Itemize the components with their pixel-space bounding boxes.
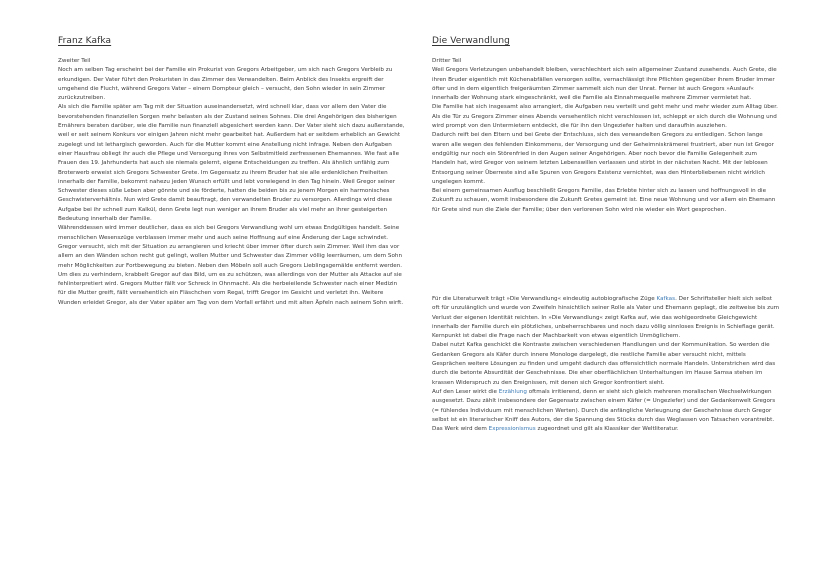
text-run: oftmals irritierend, denn er sieht sich gleich mehreren moralischen Wechselwirkungen ausgesetzt. Dazu zählt insbesondere der Gegensatz zwischen einem Käfer (= Ungeziefer) und der Gedankenwelt Gregors (= fühlendes Individuum mit menschlichen Werten). Durch die anfängliche Verleugnung der Geschehnisse durch Gregor selbst ist ein literarischer Kniff des Autors, der die Spannung des Stücks durch das Weglassen von Tatsachen vorantreibt. xyxy=(432,388,776,423)
paragraph: Die Familie hat sich insgesamt also arrangiert, die Aufgaben neu verteilt und geht mehr und mehr wieder zum Alltag über. Als die Tür zu Gregors Zimmer eines Abends versehentlich nicht verschlossen ist, schleppt er sich durch die Wohnung und wird prompt von den Untermietern entdeckt, die für ihn den Ungeziefer halten und daraufhin ausziehen. xyxy=(432,104,778,130)
right-body xyxy=(432,57,780,215)
paragraph: Währenddessen wird immer deutlicher, dass es sich bei Gregors Verwandlung wohl um etwas Endgültiges handelt. Seine menschlichen Wesenszüge verblassen immer mehr und auch seine Hoffnung auf eine Änderung der Lage schwindet. Gregor versucht, sich mit der Situation zu arrangieren und kriecht über immer öfter durch sein Zimmer. Weil ihm das vor allem an den Wänden schon recht gut gelingt, wollen Mutter und Schwester das Zimmer völlig leerräumen, um dem Sohn mehr Möglichkeiten zur Fortbewegung zu bieten. Neben den Möbeln soll auch Gregors Lieblingsgemälde entfernt werden. Um dies zu verhindern, krabbelt Gregor auf das Bild, um es zu schützen, was allerdings von der Mutter als Attacke auf sie fehlinterpretiert wird. Gregors Mutter fällt vor Schreck in Ohnmacht. Als die herbeieilende Schwester nach einer Medizin für die Mutter greift, fällt versehentlich ein Fläschchen vom Regal, trifft Gregor im Gesicht und verletzt ihn. Weitere Wunden erleidet Gregor, als der Vater später am Tag von dem Vorfall erfährt und mit alten Äpfeln nach seinem Sohn wirft. xyxy=(58,225,404,306)
paragraph: Dadurch reift bei den Eltern und bei Grete der Entschluss, sich des verwandelten Gregors zu entledigen. Schon lange waren alle wegen des fehlenden Einkommens, der Versorgung und der Geheimniskrämerei frustriert, aber nun ist Gregor endgültig nur noch ein Störenfried in den Augen seiner Angehörigen. Aber noch bevor die Familie Gelegenheit zum Handeln hat, wird Gregor von seinem letzten Lebenswillen verlassen und stirbt in der nächsten Nacht. Mit der leblosen Entsorgung seiner Überreste sind alle Spuren von Gregors Existenz vernichtet, was den Hinterbliebenen nicht wirklich ungelegen kommt. xyxy=(432,132,774,185)
paragraph: Als sich die Familie später am Tag mit der Situation auseinandersetzt, wird schnell klar, dass vor allem den Vater die bevorstehenden finanziellen Sorgen mehr belasten als der Zustand seines Sohnes. Die drei Angehörigen des bisherigen Ernährers beraten darüber, wie die Familie nun finanziell abgesichert werden kann. Der Vater sieht sich dazu außerstande, weil er seit seinem Konkurs vor einigen Jahren nicht mehr gearbeitet hat. Außerdem hat er seitdem erheblich an Gewicht zugelegt und ist lethargisch geworden. Auch für die Mutter kommt eine Anstellung nicht infrage. Neben den Aufgaben einer Hausfrau obliegt ihr auch die Pflege und Versorgung ihres von Selbstmitleid zerfressenen Ehemannes. Wie fast alle Frauen des 19. Jahrhunderts hat auch sie niemals gelernt, eigene Entscheidungen zu treffen. Als ähnlich unfähig zum Broterwerb erweist sich Gregors Schwester Grete. Im Gegensatz zu ihrem Bruder hat sie alle erdenklichen Freiheiten innerhalb der Familie, bekommt nahezu jeden Wunsch erfüllt und lebt vorwiegend in den Tag hinein. Weil Gregor seiner Schwester dieses süße Leben aber gönnte und sie förderte, hatten die beiden bis zu jenem Morgen ein harmonisches Geschwisterverhältnis. Nun wird Grete damit beauftragt, den verwandelten Bruder zu versorgen. Allerdings wird diese Aufgabe bei ihr schnell zum Kalkül, denn Grete legt nun weniger an ihrem Bruder als viel mehr an ihrer gesteigerten Bedeutung innerhalb der Familie. xyxy=(58,104,405,223)
left-body xyxy=(58,57,406,308)
analysis-body xyxy=(432,295,780,434)
paragraph: Weil Gregors Verletzungen unbehandelt bleiben, verschlechtert sich sein allgemeiner Zustand zusehends. Auch Grete, die ihren Bruder eigentlich mit Küchenabfällen versorgen sollte, vernachlässigt ihre Pflichten gegenüber ihrem Bruder immer öfter und in dem eigentlich freigeräumten Zimmer sammelt sich nun der Unrat. Ferner ist auch Gregors »Auslauf« innerhalb der Wohnung stark eingeschränkt, weil die Familie als Einnahmequelle mehrere Zimmer vermietet hat. xyxy=(432,67,777,102)
text-run: Das Werk wird dem xyxy=(432,426,489,433)
text-run: zugeordnet und gilt als Klassiker der Weltliteratur. xyxy=(535,426,679,433)
paragraph xyxy=(432,295,780,341)
text-run: . Der Schriftsteller hielt sich selbst oft für unzulänglich und wurde von Zweifeln hinsichtlich seiner Rolle als Vater und Ehemann geplagt, die zeitweise bis zum Verlust der eigenen Identität reichten. In »Die Verwandlung« zeigt Kafka auf, wie das wohlgeordnete Gleichgewicht innerhalb der Familie durch ein plötzliches, unbeherrschbares und noch dazu völlig sinnloses Ereignis in Schieflage gerät. Kernpunkt ist dabei die Frage nach der Machbarkeit von etwas eigentlich Unmöglichem. xyxy=(432,296,780,340)
paragraph xyxy=(432,425,780,434)
text-run: Für die Literaturwelt trägt »Die Verwandlung« eindeutig autobiografische Züge xyxy=(432,296,657,302)
author-header: Franz Kafka xyxy=(58,36,112,46)
link-expressionismus[interactable]: Expressionismus xyxy=(488,426,536,433)
text-run: Auf den Leser wirkt die xyxy=(432,388,499,395)
link-kafkas[interactable]: Kafkas xyxy=(656,296,676,302)
paragraph: Dabei nutzt Kafka geschickt die Kontraste zwischen verschiedenen Handlungen und der Kommunikation. So werden die Gedanken Gregors als Käfer durch innere Monologe dargelegt, die restliche Familie aber versucht nicht, mittels Gesprächen weitere Lösungen zu finden und umgeht dadurch das offensichtlich normale Handeln. Unterstrichen wird das durch die betonte Absurdität der Geschehnisse. Die eher oberflächlichen Unterhaltungen im Hause Samsa stehen im krassen Widerspruch zu den Ereignissen, mit denen sich Gregor konfrontiert sieht. xyxy=(432,342,776,386)
paragraph: Bei einem gemeinsamen Ausflug beschließt Gregors Familie, das Erlebte hinter sich zu lassen und hoffnungsvoll in die Zukunft zu schauen, womit insbesondere die Zukunft Gretes gemeint ist. Eine neue Wohnung und vor allem ein Ehemann für Grete sind nun die Ziele der Familie; über den verlorenen Sohn wird nie wieder ein Wort gesprochen. xyxy=(432,188,776,213)
title-header: Die Verwandlung xyxy=(432,36,510,46)
section-title: Dritter Teil xyxy=(432,58,462,64)
section-title: Zweiter Teil xyxy=(58,58,91,64)
paragraph: Noch am selben Tag erscheint bei der Familie ein Prokurist von Gregors Arbeitgeber, um sich nach Gregors Verbleib zu erkundigen. Der Vater führt den Prokuristen in das Zimmer des Verwandelten. Beim Anblick des Insekts ergreift der umgehend die Flucht, während Gregors Vater – einem Dompteur gleich – versucht, den Sohn wieder in sein Zimmer zurückzutreiben. xyxy=(58,67,393,102)
paragraph xyxy=(432,388,780,425)
link-erzaehlung[interactable]: Erzählung xyxy=(498,388,527,395)
